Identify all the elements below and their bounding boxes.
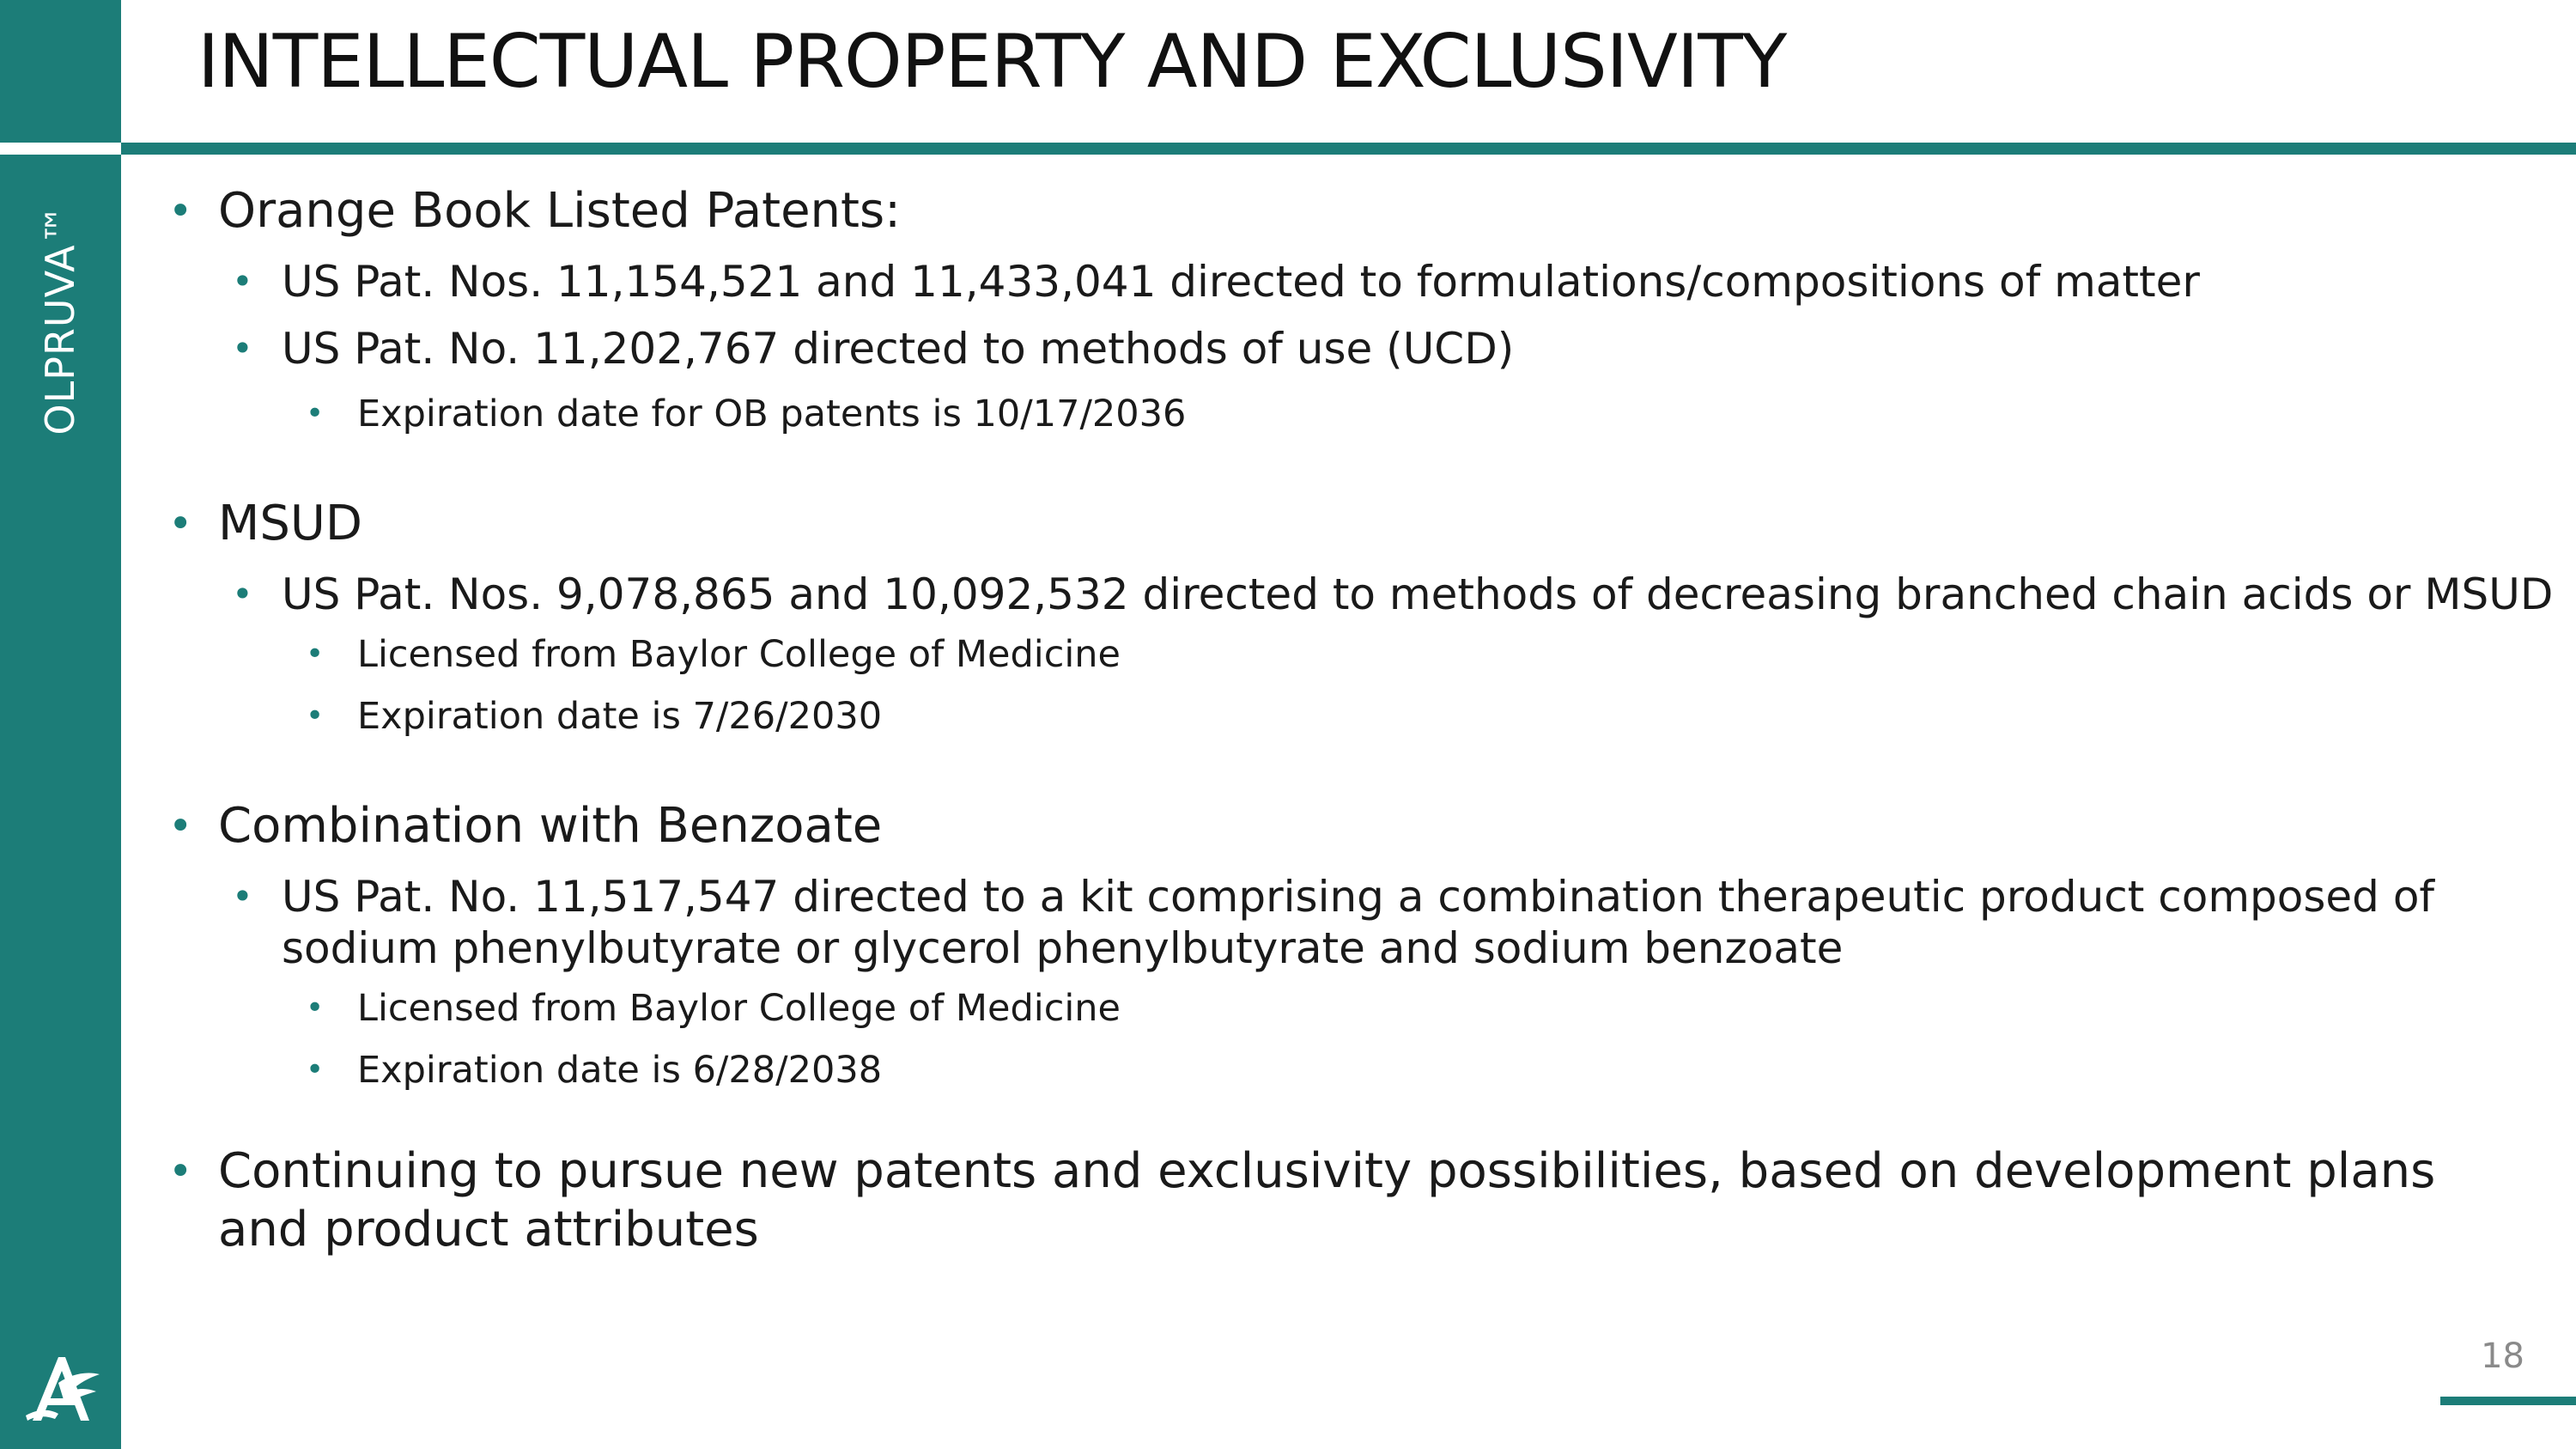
footer-rule [2440,1397,2576,1405]
subitem-text: Expiration date is 6/28/2038 [357,1049,883,1092]
subitem-text: Expiration date is 7/26/2030 [357,695,883,738]
bullet-item [168,569,2554,620]
bullet-dot-icon: • [168,1148,193,1196]
bullet-subitem [168,986,2487,1031]
bullet-item [168,323,2487,374]
bullet-section-orange-book [168,182,2487,240]
item-text: US Pat. Nos. 11,154,521 and 11,433,041 directed to formulations/compositions of matter [282,257,2200,307]
bullet-subitem [168,694,2487,739]
bullet-dot-icon: • [306,1052,325,1087]
section-heading: Combination with Benzoate [218,798,883,854]
item-text: US Pat. Nos. 9,078,865 and 10,092,532 directed to methods of decreasing branched chain acids or MSUD [282,569,2554,619]
subitem-text: Expiration date for OB patents is 10/17/2036 [357,393,1187,435]
slide-content [168,182,2554,1259]
page-number: 18 [2481,1336,2524,1376]
bullet-dot-icon: • [232,875,253,917]
bullet-dot-icon: • [232,327,253,369]
bullet-dot-icon: • [168,802,193,850]
section-heading: MSUD [218,496,362,551]
title-underline [121,143,2576,155]
bullet-dot-icon: • [306,698,325,734]
section-spacer [168,1093,2487,1142]
bullet-dot-icon: • [306,990,325,1026]
item-text: US Pat. No. 11,202,767 directed to methods of use (UCD) [282,324,1515,374]
bullet-subitem [168,1048,2487,1093]
bullet-item [168,871,2549,974]
bullet-section-benzoate [168,797,2487,855]
bullet-subitem [168,392,2487,436]
bullet-subitem [168,632,2487,677]
subitem-text: Licensed from Baylor College of Medicine [357,633,1121,676]
item-text: US Pat. No. 11,517,547 directed to a kit comprising a combination therapeutic product composed of sodium phenylbutyrate or glycerol phenylbutyrate and sodium benzoate [282,872,2435,973]
section-spacer [168,739,2487,797]
bullet-dot-icon: • [232,260,253,302]
sidebar-divider [0,143,121,155]
bullet-item [168,256,2487,307]
section-heading: Orange Book Listed Patents: [218,183,902,239]
section-spacer [168,436,2487,495]
bullet-dot-icon: • [168,500,193,548]
slide-title: INTELLECTUAL PROPERTY AND EXCLUSIVITY [197,19,1787,105]
bullet-dot-icon: • [168,187,193,235]
brand-name: OLPRUVA™ [37,204,83,435]
section-heading: Continuing to pursue new patents and exclusivity possibilities, based on development plans and product attributes [218,1143,2436,1257]
bullet-dot-icon: • [306,396,325,431]
bullet-dot-icon: • [232,573,253,615]
bullet-section-msud [168,495,2487,553]
bullet-dot-icon: • [306,636,325,672]
company-logo-icon [21,1349,103,1424]
bullet-section-continuing [168,1142,2451,1259]
subitem-text: Licensed from Baylor College of Medicine [357,987,1121,1030]
